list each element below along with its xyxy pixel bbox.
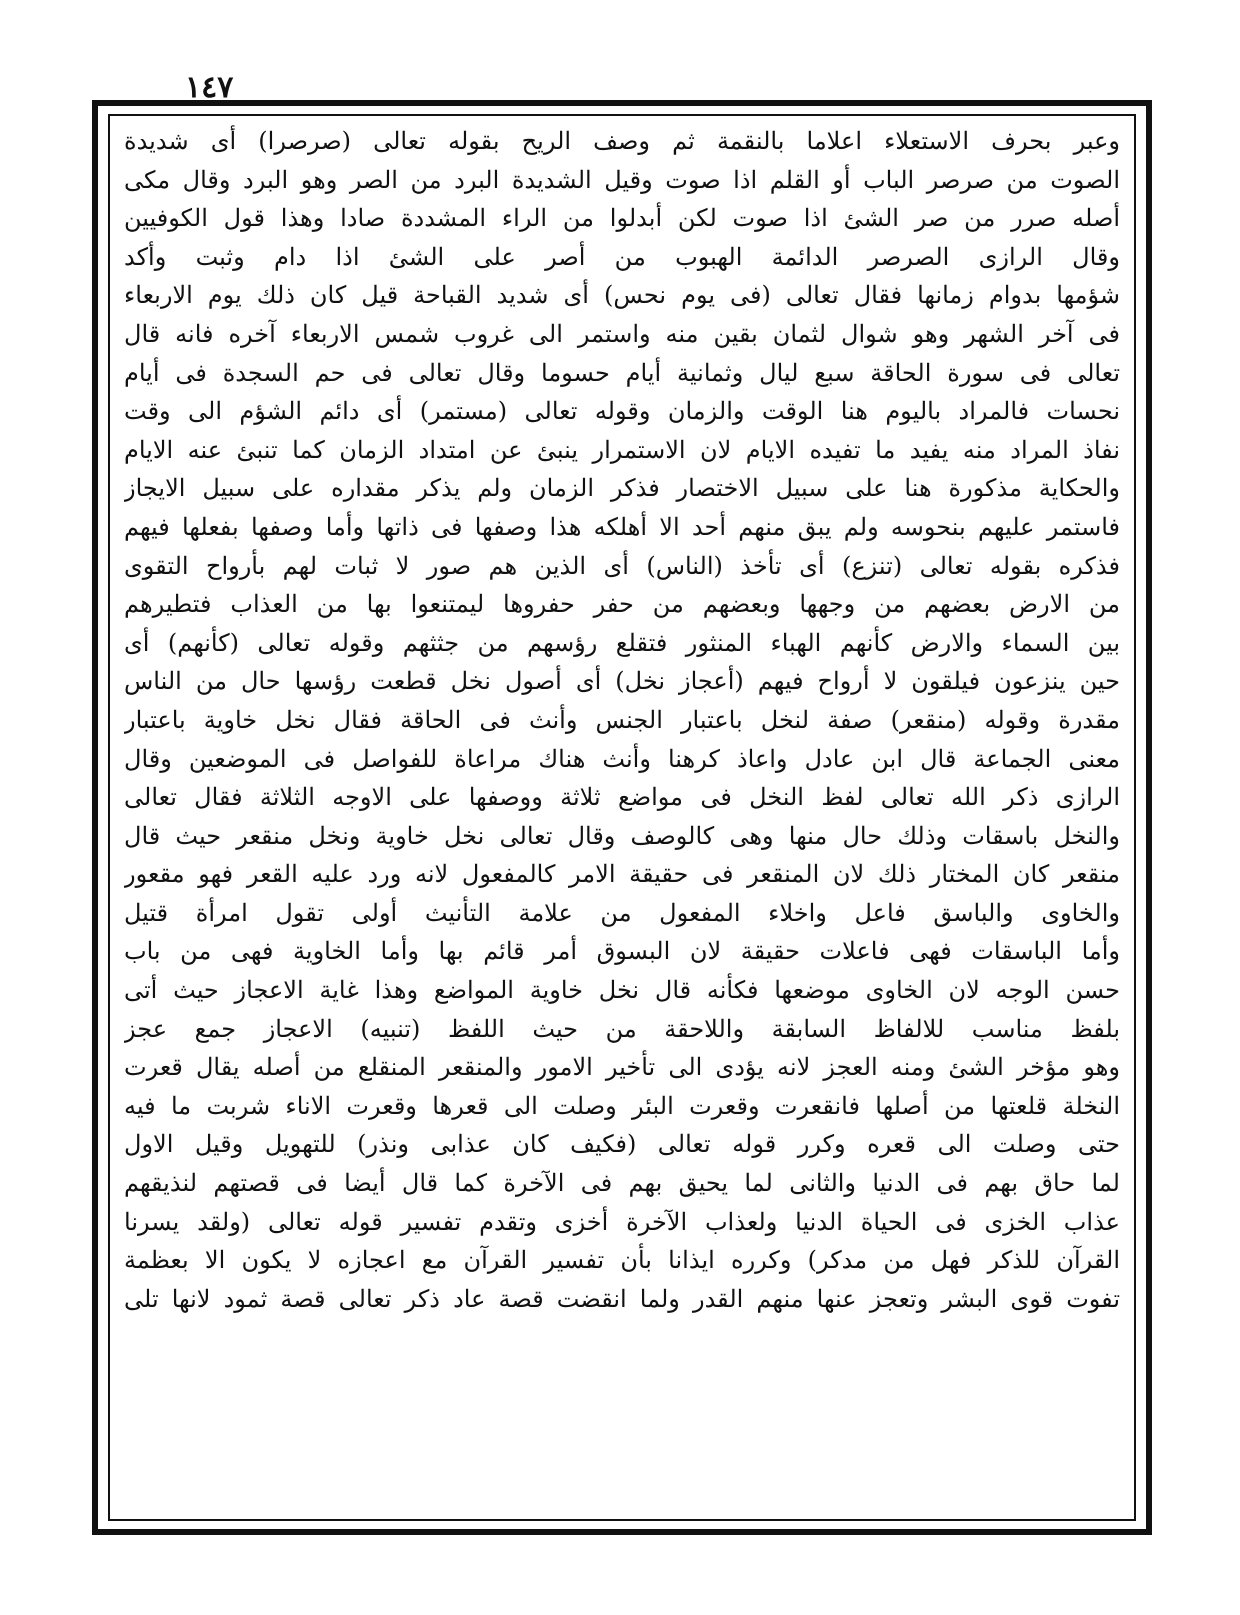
page-number: ١٤٧ xyxy=(185,70,234,105)
text-line: وأما الباسقات فهى فاعلات حقيقة لان البسوق أمر قائم بها وأما الخاوية فهى من باب xyxy=(124,937,1120,966)
text-line: والحكاية مذكورة هنا على سبيل الاختصار فذكر الزمان ولم يذكر مقداره على سبيل الايجاز xyxy=(124,474,1120,503)
text-line: من الارض بعضهم من وجهها وبعضهم من حفر حفروها ليمتنعوا بها من العذاب فتطيرهم xyxy=(124,590,1120,619)
text-line: فاستمر عليهم بنحوسه ولم يبق منهم أحد الا أهلكه هذا وصفها فى ذاتها وأما وصفها بفعلها فيهم xyxy=(124,512,1120,541)
text-line: معنى الجماعة قال ابن عادل واعاذ كرهنا وأنث هناك مراعاة للفواصل فى الموضعين وقال xyxy=(124,744,1120,773)
text-line: لما حاق بهم فى الدنيا والثانى لما يحيق بهم فى الآخرة كما قال أيضا فى قصتهم لنذيقهم xyxy=(124,1169,1120,1198)
text-line: وهو مؤخر الشئ ومنه العجز لانه يؤدى الى تأخير الامور والمنقعر المنقلع من أصله يقال قعرت xyxy=(124,1053,1120,1082)
text-line: حتى وصلت الى قعره وكرر قوله تعالى (فكيف كان عذابى ونذر) للتهويل وقيل الاول xyxy=(124,1130,1120,1159)
text-line: عذاب الخزى فى الحياة الدنيا ولعذاب الآخرة أخزى وتقدم تفسير قوله تعالى (ولقد يسرنا xyxy=(124,1207,1120,1236)
text-block xyxy=(124,122,1120,1512)
text-line: أصله صرر من صر الشئ اذا صوت لكن أبدلوا من الراء المشددة صادا وهذا قول الكوفيين xyxy=(124,204,1120,233)
text-line: تفوت قوى البشر وتعجز عنها منهم القدر ولما انقضت قصة عاد ذكر تعالى قصة ثمود لانها تلى xyxy=(124,1284,1120,1313)
text-line: والخاوى والباسق فاعل واخلاء المفعول من علامة التأنيث أولى تقول امرأة قتيل xyxy=(124,898,1120,927)
text-line: والنخل باسقات وذلك حال منها وهى كالوصف وقال تعالى نخل خاوية ونخل منقعر حيث قال xyxy=(124,821,1120,850)
text-line: الرازى ذكر الله تعالى لفظ النخل فى مواضع ثلاثة ووصفها على الاوجه الثلاثة فقال تعالى xyxy=(124,783,1120,812)
text-line: منقعر كان المختار ذلك لان المنقعر فى حقيقة الامر كالمفعول لانه ورد عليه القعر فهو مقعور xyxy=(124,860,1120,889)
text-line: حسن الوجه لان الخاوى موضعها فكأنه قال نخل خاوية المواضع وهذا غاية الاعجاز حيث أتى xyxy=(124,976,1120,1005)
text-line: شؤمها بدوام زمانها فقال تعالى (فى يوم نحس) أى شديد القباحة قيل كان ذلك يوم الاربعاء xyxy=(124,281,1120,310)
text-line: فذكره بقوله تعالى (تنزع) أى تأخذ (الناس) أى الذين هم صور لا ثبات لهم بأرواح التقوى xyxy=(124,551,1120,580)
text-line: القرآن للذكر فهل من مدكر) وكرره ايذانا بأن تفسير القرآن مع اعجازه لا يكون الا بعظمة xyxy=(124,1246,1120,1275)
text-line: بلفظ مناسب للالفاظ السابقة واللاحقة من حيث اللفظ (تنبيه) الاعجاز جمع عجز xyxy=(124,1014,1120,1043)
text-line: حين ينزعون فيلقون لا أرواح فيهم (أعجاز نخل) أى أصول نخل قطعت رؤسها حال من الناس xyxy=(124,667,1120,696)
text-line: مقدرة وقوله (منقعر) صفة لنخل باعتبار الجنس وأنث فى الحاقة فقال نخل خاوية باعتبار xyxy=(124,705,1120,734)
text-line: نفاذ المراد منه يفيد ما تفيده الايام لان الاستمرار ينبئ عن امتداد الزمان كما تنبئ عنه الايام xyxy=(124,435,1120,464)
text-line: بين السماء والارض كأنهم الهباء المنثور فتقلع رؤسهم من جثثهم وقوله تعالى (كأنهم) أى xyxy=(124,628,1120,657)
text-line: تعالى فى سورة الحاقة سبع ليال وثمانية أيام حسوما وقال تعالى فى حم السجدة فى أيام xyxy=(124,358,1120,387)
text-line: نحسات فالمراد باليوم هنا الوقت والزمان وقوله تعالى (مستمر) أى دائم الشؤم الى وقت xyxy=(124,397,1120,426)
text-line: الصوت من صرصر الباب أو القلم اذا صوت وقيل الشديدة البرد من الصر وهو البرد وقال مكى xyxy=(124,165,1120,194)
text-line: وعبر بحرف الاستعلاء اعلاما بالنقمة ثم وصف الريح بقوله تعالى (صرصرا) أى شديدة xyxy=(124,127,1120,155)
text-line: النخلة قلعتها من أصلها فانقعرت وقعرت البئر وصلت الى قعرها وقعرت الاناء شربت ما فيه xyxy=(124,1091,1120,1120)
text-line: فى آخر الشهر وهو شوال لثمان بقين منه واستمر الى غروب شمس الاربعاء آخره فانه قال xyxy=(124,319,1120,348)
text-line: وقال الرازى الصرصر الدائمة الهبوب من أصر على الشئ اذا دام وثبت وأكد xyxy=(124,242,1120,271)
